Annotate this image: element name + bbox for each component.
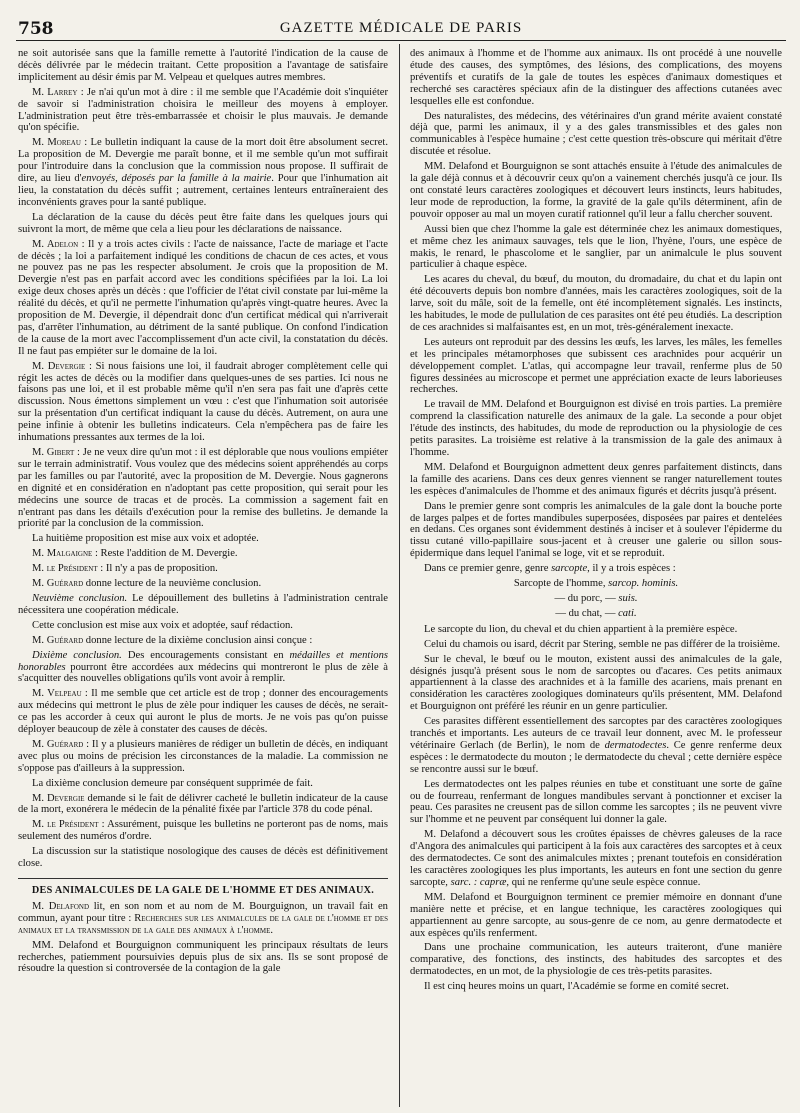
page-header: [16, 18, 786, 41]
speech-text: demande si le fait de délivrer cacheté le bulletin indicateur de la cause de la mort, exonérera le médecin de la pénalité fixée par l'article 378 du code pénal.: [18, 792, 388, 816]
speaker-name: M. Malgaigne: [32, 548, 93, 560]
paragraph: [18, 563, 388, 575]
paragraph: [18, 793, 388, 817]
speaker-name: M. Gibert: [32, 447, 75, 458]
speech-text: : Si nous faisions une loi, il faudrait abroger complètement celle qui régit les actes de décès ou la modifier dans quelques-unes de ses parties. Ici nous ne faisons pas une loi, et il est probable même qu'il n'en sera pas fait une d'après cette discussion. Nous émettons simplement un vœu : c'est que l'inhumation soit autorisée sur la présentation d'un certificat indiquant la cause du décès. Autrement, on aura une peine infinie à obtenir les bulletins indicateurs. Cela n'empêchera pas de faire les inhumations pressantes aux termes de la loi.: [18, 360, 388, 444]
emphasis: sarc. : capræ: [450, 876, 507, 888]
paragraph: MM. Delafond et Bourguignon terminent ce premier mémoire en donnant d'une manière nette et précise, et en langue technique, les caractères zoologiques qui appartiennent au genre sarcopte, au sous-genre de ce nom, au genre dermatodecte et aux espèces qu'ils renferment.: [410, 891, 782, 939]
paragraph: [18, 819, 388, 843]
species-latin: cati.: [618, 607, 637, 619]
speech-text: : Reste l'addition de M. Devergie.: [92, 548, 238, 560]
speech-text: lit, en son nom et au nom de M. Bourguignon, un travail fait en commun, ayant pour titre :: [18, 900, 388, 924]
species-name: Sarcopte de l'homme,: [513, 578, 609, 590]
running-title: GAZETTE MÉDICALE DE PARIS: [279, 20, 523, 36]
speaker-name: M. Moreau: [32, 137, 81, 149]
paragraph: Cette conclusion est mise aux voix et adoptée, sauf rédaction.: [32, 619, 293, 631]
paragraph: Les auteurs ont reproduit par des dessins les œufs, les larves, les mâles, les femelles et les principales métamorphoses que subissent ces arachnides pour acquérir un développement complet. L'atlas, qui accompagne leur travail, renferme plus de 50 figures dessinées au microscope et permet une appréciation exacte de leurs laborieuses recherches.: [410, 336, 782, 396]
paragraph: des animaux à l'homme et de l'homme aux animaux. Ils ont procédé à une nouvelle étude des causes, des symptômes, des lésions, des complications, des moyens préventifs et curatifs de la gale de toutes les espèces d'animaux domestiques et recherché ses caractères spéciaux afin de la distinguer des affections cutanées avec lesquelles elle est confondue.: [410, 48, 782, 107]
paragraph: MM. Delafond et Bourguignon admettent deux genres parfaitement distincts, dans la famille des acariens. Dans ces deux genres viennent se ranger naturellement toutes les espèces d'animalcules de l'homme et des animaux figurés et décrits jusqu'à présent.: [410, 461, 782, 497]
paragraph: [18, 739, 388, 775]
paragraph: Les dermatodectes ont les palpes réunies en tube et constituant une sorte de gaîne ou de fourreau, renfermant de longues mandibules servant à ponctionner et exciser la peau. Ces parasites ne creusent pas de sillon comme les sarcoptes ; ils ne peuvent vivre sur l'homme et ne peuvent par conséquent lui donner la gale.: [410, 778, 782, 826]
speech-text: donne lecture de la neuvième conclusion.: [83, 578, 262, 590]
speaker-name: M. le Président: [32, 563, 98, 575]
speaker-name: M. Devergie: [32, 360, 86, 372]
speech-text: donne lecture de la dixième conclusion ainsi conçue :: [83, 634, 313, 646]
speaker-name: M. le Président: [32, 819, 99, 831]
species-line: [410, 578, 782, 590]
paragraph: MM. Delafond et Bourguignon se sont attachés ensuite à l'étude des animalcules de la gale déjà connus et à découvrir ceux qu'on a vainement cherchés jusqu'à ce jour. Ils ont constaté leurs caractères zoologiques et découvert leurs instincts, leurs habitudes, leur mode de reproduction, la forme, la gravité de la gale qu'ils déterminent, afin de pouvoir opposer au mal un moyen curatif rationnel qu'il leur a fallu chercher souvent.: [410, 161, 782, 220]
paragraph: [410, 829, 782, 889]
paragraph: [18, 901, 388, 937]
text: , il y a trois espèces :: [587, 563, 676, 575]
speech-text: : Assurément, puisque les bulletins ne porteront pas de noms, mais seulement des numéros d'ordre.: [18, 819, 388, 843]
text: M. Delafond a découvert sous les croûtes épaisses de chèvres galeuses de la race d'Angora des animalcules qui participent à la fois aux caractères des sarcoptes et à ceux des dermatodectes. Ce sont des animalcules mixtes ; prenant toutefois en considération les caractères zoologiques les plus importants, les auteurs en font une section du genre sarcopte,: [410, 829, 782, 888]
speaker-name: M. Velpeau: [32, 688, 82, 700]
paragraph: [18, 447, 388, 530]
paragraph: La déclaration de la cause du décès peut être faite dans les quelques jours qui suivront la mort, de même que cela a lieu pour les déclarations de naissance.: [18, 211, 388, 235]
page-number: 758: [18, 19, 54, 39]
speech-text: Des encouragements consistant en: [121, 649, 290, 661]
paragraph: [410, 563, 782, 575]
section-title: DES ANIMALCULES DE LA GALE DE L'HOMME ET DES ANIMAUX.: [18, 878, 388, 897]
species-list: [410, 578, 782, 620]
paragraph: Sur le cheval, le bœuf ou le mouton, existent aussi des animalcules de la gale, désignés jusqu'à présent sous le nom de sarcoptes ou d'acares. Ces petits animaux appartiennent à la classe des arachnides et à la famille des acariens, mais prenant en considération les caractères zoologiques dominateurs qu'ils présentent, MM. Delafond et Bourguignon ont préféré les réunir en un genre particulier.: [410, 653, 782, 713]
paragraph: [18, 593, 388, 617]
paragraph: [18, 87, 388, 135]
paragraph: Aussi bien que chez l'homme la gale est déterminée chez les animaux domestiques, et même chez les animaux sauvages, tels que le lion, l'hyène, l'ours, une espèce de makis, le renard, le phascolome et le sanglier, par un animalcule le plus souvent particulier à chaque espèce.: [410, 223, 782, 271]
emphasis: sarcopte: [551, 563, 588, 575]
emphasis: médailles et mentions honorables: [18, 649, 388, 673]
paragraph: [18, 688, 388, 736]
speaker-name: M. Guérard: [32, 578, 84, 590]
column-divider: [399, 44, 400, 1107]
paragraph: Le travail de MM. Delafond et Bourguignon est divisé en trois parties. La première comprend la classification naturelle des animaux de la gale. La seconde a pour objet l'étude des instincts, des habitudes, du mode de reproduction ou la physiologie de ces petits parasites. La troisième est relative à la transmission de la gale des animaux à l'homme.: [410, 399, 782, 458]
paragraph: La huitième proposition est mise aux voix et adoptée.: [32, 533, 259, 545]
paragraph: MM. Delafond et Bourguignon communiquent les principaux résultats de leurs recherches, patiemment poursuivies depuis plus de six ans. Ils se sont proposé de résoudre la question si controversée de la contagion de la gale: [18, 939, 388, 975]
emphasis: dermatodectes: [604, 739, 667, 751]
speaker-name: M. Larrey: [32, 86, 78, 98]
text: . Ce genre renferme deux espèces : le dermatodecte du mouton ; le dermatodecte du cheval ; cette dernière espèce se rencontre aussi sur le bœuf.: [410, 739, 782, 775]
species-line: [410, 593, 782, 605]
speech-text: : Je n'ai qu'un mot à dire : il me semble que l'Académie doit s'inquiéter de savoir si l'administration choisira le meilleur des moyens à employer. L'administration peut être très-embarrassée et choisir le plus mauvais. Je demande qu'on spécifie.: [18, 86, 388, 134]
paragraph: Des naturalistes, des médecins, des vétérinaires d'un grand mérite avaient constaté déjà que, parmi les animaux, il y a des gales transmissibles et des gales non communicables à l'espèce humaine ; c'est cette question très-obscure qui méritait d'être discutée et résolue.: [410, 110, 782, 158]
speech-text: . Pour que l'inhumation ait lieu, la constatation du décès suffit ; autrement, certaines lenteurs entraîneraient des inconvénients graves pour la santé publique.: [18, 173, 388, 208]
speaker-name: M. Devergie: [32, 792, 85, 804]
paragraph: [18, 137, 388, 208]
paragraph: [18, 578, 388, 590]
paragraph: Il est cinq heures moins un quart, l'Académie se forme en comité secret.: [424, 981, 729, 993]
right-column: [410, 48, 782, 1107]
paragraph: Le sarcopte du lion, du cheval et du chien appartient à la première espèce.: [424, 623, 738, 635]
paragraph: Dans une prochaine communication, les auteurs traiteront, d'une manière comparative, des fonctions, des instincts, des habitudes des sarcoptes et des dermatodectes, en un mot, de la physiologie de ces très-petits parasites.: [410, 942, 782, 978]
conclusion-label: Neuvième conclusion.: [32, 592, 128, 604]
speech-text: pourront être accordées aux médecins qui montreront le plus de zèle à s'acquitter des nouvelles obligations qu'ils vont avoir à remplir.: [18, 661, 388, 685]
left-column: [18, 48, 388, 1107]
speaker-name: M. Delafond: [32, 900, 90, 912]
species-line: [410, 608, 782, 620]
paragraph: ne soit autorisée sans que la famille remette à l'autorité l'indication de la cause de décès délivrée par le médecin traitant. Cette proposition a l'avantage de satisfaire implicitement au désir émis par M. Velpeau et quelques autres membres.: [18, 48, 388, 83]
paragraph: [18, 635, 388, 647]
species-name: — du chat, —: [555, 607, 619, 619]
text: , qui ne renferme qu'une seule espèce connue.: [506, 876, 701, 888]
speech-text: : Il n'y a pas de proposition.: [97, 563, 218, 575]
speech-text: : Je ne veux dire qu'un mot : il est déplorable que nous voulions empiéter sur le terrain administratif. Vous voulez que des médecins soient appréhendés au corps par les familles ou par l'autorité, avec la proposition de M. Devergie. Nous gagnerons en dignité et en considération en n'adoptant pas cette proposition, qui serait pour les médecins une source de tracas et de procès. La commission a sagement fait en n'entrant pas dans les détails d'exécution pour la remise des bulletins. Je demande la priorité par la conclusion de la commission.: [18, 447, 388, 530]
speech-text: : Il y a plusieurs manières de rédiger un bulletin de décès, en indiquant avec plus ou moins de précision les circonstances de la maladie. La commission ne s'oppose pas d'ailleurs à la suppression.: [18, 738, 388, 774]
paper-title: Recherches sur les animalcules de la gale de l'homme et des animaux et la transmission de la gale des animaux à l'homme.: [18, 912, 388, 936]
paragraph: La discussion sur la statistique nosologique des causes de décès est définitivement close.: [18, 846, 388, 870]
speaker-name: M. Adelon: [32, 238, 79, 250]
speech-text: Le dépouillement des bulletins à l'administration centrale nécessitera une coopération médicale.: [18, 592, 388, 616]
paragraph: [18, 361, 388, 444]
speaker-name: M. Guérard: [32, 738, 84, 750]
paragraph: Les acares du cheval, du bœuf, du mouton, du dromadaire, du chat et du lapin ont été découverts depuis bon nombre d'années, mais les caractères zoologiques, soit de la larve, soit du mâle, soit de la femelle, ont été incomplètement signalés. Les instincts, les habitudes, le mode de pullulation de ces parasites ont été peu étudiés. La description de ces arachnides si malfaisantes est, en un mot, très-généralement inexacte.: [410, 274, 782, 333]
paragraph: La dixième conclusion demeure par conséquent supprimée de fait.: [32, 777, 313, 789]
paragraph: [410, 716, 782, 776]
emphasis: envoyés, déposés par la famille à la mairie: [81, 173, 272, 185]
text: Dans ce premier genre, genre: [424, 563, 552, 575]
paragraph: [18, 548, 388, 560]
speech-text: : Il y a trois actes civils : l'acte de naissance, l'acte de mariage et l'acte de décès ; la loi a parfaitement indiqué les conditions de chacun de ces actes, et vous ne pouvez pas ne pas les respecter absolument. Je crois que la proposition de M. Devergie n'est pas en parfait accord avec les conditions spécifiées par la loi. La loi exige deux choses après un décès : que l'officier de l'état civil constate par lui-même la réalité du décès, et qu'il ne permette l'inhumation qu'après vingt-quatre heures. Avec la proposition de M. Devergie, il dépendrait donc d'un certificat médical qui n'arriverait pas, d'arrêter l'inhumation, au détriment de la santé publique. On confond l'indication de la cause de la mort avec l'accomplissement d'un acte civil, la constatation du décès. Il ne faut pas empiéter sur le domaine de la loi.: [18, 238, 388, 357]
text: Ces parasites diffèrent essentiellement des sarcoptes par des caractères zoologiques tranchés et importants. Les auteurs de ce travail leur donnent, avec M. le professeur vétérinaire Gerlach (de Berlin), le nom de: [410, 716, 782, 751]
speaker-name: M. Guérard: [32, 634, 84, 646]
speech-text: : Il me semble que cet article est de trop ; donner des encouragements aux médecins qui mettront le plus de zèle pour indiquer les causes de décès, ne serait-ce pas les accorder à ceux qui auront le plus de morts. Je ne vois pas qu'on puisse déployer beaucoup de zèle à constater des causes de décès.: [18, 688, 388, 736]
conclusion-label: Dixième conclusion.: [32, 649, 122, 661]
species-latin: sarcop. hominis.: [608, 578, 679, 590]
speech-text: : Le bulletin indiquant la cause de la mort doit être absolument secret. La proposition de M. Devergie me paraît bonne, et il me semble qu'un mot suffirait pour l'introduire dans la conclusion que la commission nous propose. Il suffirait de dire, au lieu d': [18, 137, 388, 185]
paragraph: [18, 239, 388, 358]
paragraph: Dans le premier genre sont compris les animalcules de la gale dont la bouche porte de larges palpes et de fortes mandibules superposées, disposées par paires et dentelées en dedans. Ces organes sont évidemment destinés à inciser et à soulever l'épiderme du tissu cutané villo-papillaire sous-jacent et à creuser une galerie ou sillon sous-épidermique dans lequel l'animal se loge, vit et se reproduit.: [410, 500, 782, 560]
species-latin: suis.: [618, 592, 638, 604]
species-name: — du porc, —: [554, 592, 619, 604]
paragraph: Celui du chamois ou isard, décrit par Stering, semble ne pas différer de la troisième.: [424, 638, 781, 650]
paragraph: [18, 650, 388, 686]
